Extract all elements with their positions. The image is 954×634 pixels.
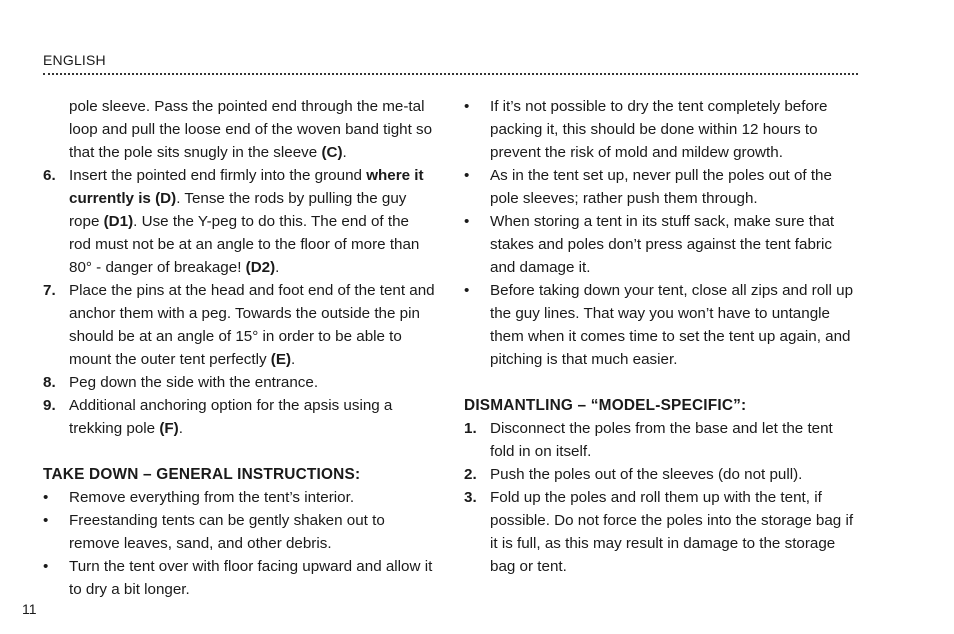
bullet-item: [464, 279, 859, 371]
figure-reference: where it currently is (D): [69, 167, 424, 207]
step-item: [464, 417, 859, 463]
takedown-bullets: [43, 486, 435, 601]
item-text: Push the poles out of the sleeves (do not pull).: [490, 466, 803, 483]
bullet-marker: •: [464, 282, 470, 299]
figure-reference: (C): [321, 144, 343, 161]
step-number: 6.: [43, 167, 56, 184]
item-text: Freestanding tents can be gently shaken out to remove leaves, sand, and other debris.: [69, 512, 385, 552]
bullet-marker: •: [464, 167, 470, 184]
dismantling-steps: [464, 417, 859, 578]
item-text: Before taking down your tent, close all zips and roll up the guy lines. That way you won’t have to untangle them when it comes time to set the tent up again, and pitching is that much easier.: [490, 282, 854, 368]
bullet-item: [43, 555, 435, 601]
section-gap: [464, 371, 859, 394]
left-column: [43, 95, 435, 601]
text-run: .: [275, 259, 280, 276]
item-text: [69, 279, 435, 371]
bullet-item: [43, 509, 435, 555]
step-number: 9.: [43, 397, 56, 414]
bullet-item: [464, 95, 859, 164]
item-text: [69, 371, 435, 394]
step-number: 7.: [43, 282, 56, 299]
item-text: [69, 394, 435, 440]
bullet-marker: •: [464, 98, 470, 115]
text-run: .: [178, 420, 183, 437]
step-number: 2.: [464, 466, 477, 483]
text-run: Additional anchoring option for the apsis using a trekking pole: [69, 397, 393, 437]
bullet-marker: •: [43, 489, 49, 506]
item-text: Turn the tent over with floor facing upward and allow it to dry a bit longer.: [69, 558, 433, 598]
step-item: [43, 279, 435, 371]
bullet-item: [464, 210, 859, 279]
figure-reference: (D1): [103, 213, 134, 230]
bullet-marker: •: [464, 213, 470, 230]
text-run: Place the pins at the head and foot end of the tent and anchor them with a peg. Towards the outside the pin should be at an angle of 15° in order to be able to mount the outer tent perfectly: [69, 282, 435, 368]
item-text: When storing a tent in its stuff sack, make sure that stakes and poles don’t press against the tent fabric and damage it.: [490, 213, 835, 276]
text-run: Insert the pointed end firmly into the ground: [69, 167, 367, 184]
right-column: [464, 95, 859, 578]
step-item: [43, 394, 435, 440]
figure-reference: (D2): [245, 259, 276, 276]
step-number: 1.: [464, 420, 477, 437]
item-text: Disconnect the poles from the base and let the tent fold in on itself.: [490, 420, 833, 460]
language-label: ENGLISH: [43, 52, 106, 68]
text-run: Peg down the side with the entrance.: [69, 374, 319, 391]
text-run: pole sleeve. Pass the pointed end through the me-tal loop and pull the loose end of the woven band tight so that the pole sits snugly in the sleeve: [69, 98, 433, 161]
item-text: Fold up the poles and roll them up with the tent, if possible. Do not force the poles into the storage bag if it is full, as this may result in damage to the storage bag or tent.: [490, 489, 854, 575]
figure-reference: (F): [159, 420, 179, 437]
step-number: 8.: [43, 374, 56, 391]
item-text: [69, 164, 435, 279]
page-number: 11: [22, 601, 37, 617]
bullet-item: [43, 486, 435, 509]
figure-reference: (E): [270, 351, 292, 368]
right-bullets: [464, 95, 859, 371]
step-item: [464, 463, 859, 486]
item-text: Remove everything from the tent’s interior.: [69, 489, 355, 506]
item-text: As in the tent set up, never pull the poles out of the pole sleeves; rather push them through.: [490, 167, 832, 207]
item-text: If it’s not possible to dry the tent completely before packing it, this should be done within 12 hours to prevent the risk of mold and mildew growth.: [490, 98, 828, 161]
step-item: [464, 486, 859, 578]
text-run: .: [291, 351, 296, 368]
bullet-marker: •: [43, 512, 49, 529]
step-item: [43, 371, 435, 394]
step-item: [43, 164, 435, 279]
continuation-paragraph: [43, 95, 435, 164]
section-gap: [43, 440, 435, 463]
text-run: . Use the Y-peg to do this. The end of the rod must not be at an angle to the floor of more than 80° - danger of breakage!: [69, 213, 420, 276]
text-run: .: [342, 144, 347, 161]
steps-list: [43, 164, 435, 440]
header-dotted-rule: [43, 73, 858, 75]
bullet-marker: •: [43, 558, 49, 575]
takedown-heading: TAKE DOWN – GENERAL INSTRUCTIONS:: [43, 466, 361, 483]
step-number: 3.: [464, 489, 477, 506]
text-run: . Tense the rods by pulling the guy rope: [69, 190, 407, 230]
dismantling-heading: DISMANTLING – “MODEL-SPECIFIC”:: [464, 397, 747, 414]
bullet-item: [464, 164, 859, 210]
